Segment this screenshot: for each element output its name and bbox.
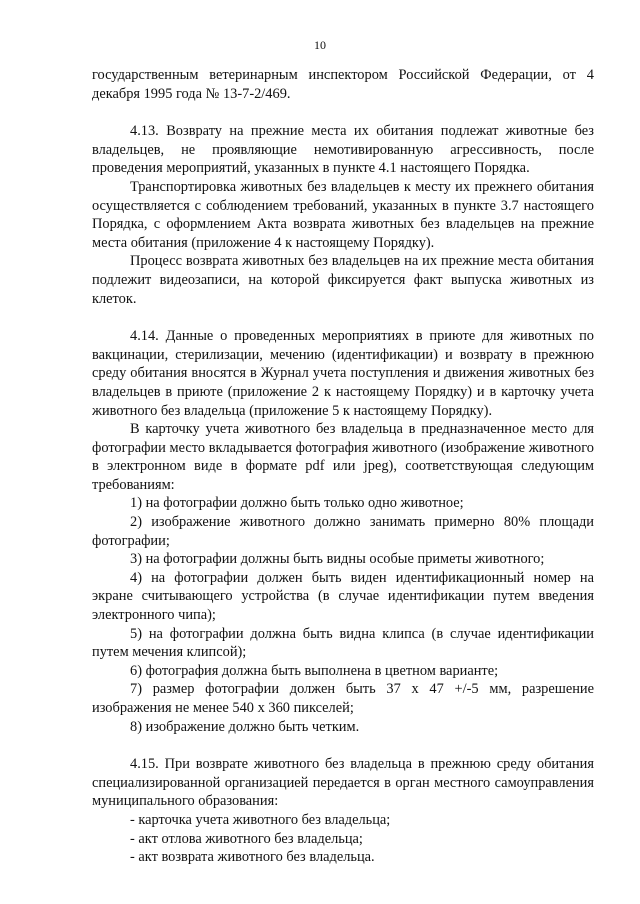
paragraph: Процесс возврата животных без владельцев на их прежние места обитания подлежит видеозаписи, на которой фиксируется факт выпуска животных из клеток. (92, 253, 594, 307)
paragraph: В карточку учета животного без владельца в предназначенное место для фотографии место вкладывается фотография животного (изображение животного в электронном виде в формате pdf или jpeg), соответствующая следующим требованиям: (92, 421, 594, 493)
paragraph: 2) изображение животного должно занимать примерно 80% площади фотографии; (92, 514, 594, 549)
paragraph: 4.15. При возврате животного без владельца в прежнюю среду обитания специализированной организацией передается в орган местного самоуправления муниципального образования: (92, 756, 594, 810)
paragraph: - акт отлова животного без владельца; (130, 830, 363, 847)
paragraph-spacer (92, 308, 594, 327)
paragraph: 5) на фотографии должна быть видна клипса (в случае идентификации путем мечения клипсой); (92, 625, 594, 661)
paragraph: Транспортировка животных без владельцев к месту их прежнего обитания осуществляется с соблюдением требований, указанных в пункте 3.7 настоящего Порядка, с оформлением Акта возврата животных без владельцев на прежние места обитания (приложение 4 к настоящему Порядку). (92, 178, 594, 251)
paragraph: 1) на фотографии должно быть только одно животное; (130, 495, 464, 512)
paragraph-spacer (92, 103, 594, 122)
paragraph: государственным ветеринарным инспектором Российской Федерации, от 4 декабря 1995 года № 13-7-2/469. (92, 67, 594, 102)
document-body (92, 66, 594, 867)
page-number: 10 (314, 38, 326, 52)
paragraph: 3) на фотографии должны быть видны особые приметы животного; (130, 551, 545, 568)
paragraph: 6) фотография должна быть выполнена в цветном варианте; (130, 662, 499, 679)
paragraph-spacer (92, 736, 594, 755)
paragraph: 4.13. Возврату на прежние места их обитания подлежат животные без владельцев, не проявляющие немотивированную агрессивность, после проведения мероприятий, указанных в пункте 4.1 настоящего Порядка. (92, 123, 594, 177)
paragraph: 4.14. Данные о проведенных мероприятиях в приюте для животных по вакцинации, стерилизации, мечению (идентификации) и возврату в прежнюю среду обитания вносятся в Журнал учета поступления и движения животных без владельцев в приюте (приложение 2 к настоящему Порядку) и в карточку учета животного без владельца (приложение 5 к настоящему Порядку). (92, 328, 594, 419)
paragraph: - карточка учета животного без владельца; (130, 811, 391, 828)
paragraph: 8) изображение должно быть четким. (130, 718, 360, 735)
paragraph: - акт возврата животного без владельца. (130, 849, 375, 866)
paragraph: 7) размер фотографии должен быть 37 х 47 +/-5 мм, разрешение изображения не менее 540 х 360 пикселей; (92, 681, 594, 716)
paragraph: 4) на фотографии должен быть виден идентификационный номер на экране считывающего устройства (в случае идентификации путем введения электронного чипа); (92, 569, 594, 624)
